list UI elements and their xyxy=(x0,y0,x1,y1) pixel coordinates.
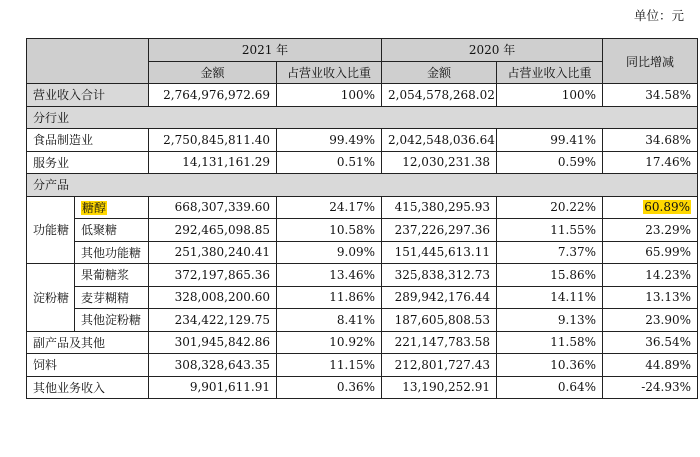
amount-2020: 221,147,783.58 xyxy=(382,331,497,354)
share-2021: 0.51% xyxy=(277,151,382,174)
share-2021: 11.15% xyxy=(277,354,382,377)
yoy-change: 34.68% xyxy=(603,129,698,152)
amount-2021: 2,750,845,811.40 xyxy=(149,129,277,152)
yoy-change xyxy=(603,196,698,219)
table-row xyxy=(27,151,698,174)
amount-2020: 151,445,613.11 xyxy=(382,241,497,264)
share-2020: 15.86% xyxy=(497,264,603,287)
amount-2020: 237,226,297.36 xyxy=(382,219,497,242)
table-row xyxy=(27,219,698,242)
share-2021: 10.92% xyxy=(277,331,382,354)
table-row xyxy=(27,129,698,152)
group-label-starch: 淀粉糖 xyxy=(27,264,75,332)
share-2020: 0.59% xyxy=(497,151,603,174)
share-2021: 13.46% xyxy=(277,264,382,287)
table-row xyxy=(27,241,698,264)
share-2021: 0.36% xyxy=(277,376,382,399)
row-label: 其他业务收入 xyxy=(27,376,149,399)
share-2020: 100% xyxy=(497,84,603,107)
row-label: 食品制造业 xyxy=(27,129,149,152)
share-2020: 10.36% xyxy=(497,354,603,377)
amount-2021: 301,945,842.86 xyxy=(149,331,277,354)
share-2021: 99.49% xyxy=(277,129,382,152)
yoy-change: 23.29% xyxy=(603,219,698,242)
header-amount-2021: 金额 xyxy=(149,61,277,84)
share-2020: 14.11% xyxy=(497,286,603,309)
yoy-change: 44.89% xyxy=(603,354,698,377)
row-label: 营业收入合计 xyxy=(27,84,149,107)
header-year-2021: 2021 年 xyxy=(149,39,382,62)
amount-2020: 12,030,231.38 xyxy=(382,151,497,174)
amount-2021: 308,328,643.35 xyxy=(149,354,277,377)
share-2020: 0.64% xyxy=(497,376,603,399)
row-label: 麦芽糊精 xyxy=(75,286,149,309)
yoy-change: 17.46% xyxy=(603,151,698,174)
revenue-table xyxy=(26,38,698,399)
share-2021: 11.86% xyxy=(277,286,382,309)
section-row xyxy=(27,174,698,197)
row-label: 其他淀粉糖 xyxy=(75,309,149,332)
share-2020: 9.13% xyxy=(497,309,603,332)
table-row xyxy=(27,84,698,107)
row-label: 副产品及其他 xyxy=(27,331,149,354)
table-row xyxy=(27,196,698,219)
amount-2021: 251,380,240.41 xyxy=(149,241,277,264)
header-row-years xyxy=(27,39,698,62)
yoy-change: -24.93% xyxy=(603,376,698,399)
amount-2021: 2,764,976,972.69 xyxy=(149,84,277,107)
share-2021: 8.41% xyxy=(277,309,382,332)
amount-2021: 372,197,865.36 xyxy=(149,264,277,287)
header-share-2020: 占营业收入比重 xyxy=(497,61,603,84)
amount-2021: 14,131,161.29 xyxy=(149,151,277,174)
amount-2020: 289,942,176.44 xyxy=(382,286,497,309)
row-label: 果葡糖浆 xyxy=(75,264,149,287)
amount-2020: 13,190,252.91 xyxy=(382,376,497,399)
amount-2020: 325,838,312.73 xyxy=(382,264,497,287)
share-2021: 24.17% xyxy=(277,196,382,219)
share-2021: 10.58% xyxy=(277,219,382,242)
amount-2021: 9,901,611.91 xyxy=(149,376,277,399)
table-row xyxy=(27,376,698,399)
share-2020: 11.58% xyxy=(497,331,603,354)
share-2020: 11.55% xyxy=(497,219,603,242)
row-label: 服务业 xyxy=(27,151,149,174)
amount-2021: 328,008,200.60 xyxy=(149,286,277,309)
amount-2020: 2,054,578,268.02 xyxy=(382,84,497,107)
row-label: 饲料 xyxy=(27,354,149,377)
amount-2020: 2,042,548,036.64 xyxy=(382,129,497,152)
section-row xyxy=(27,106,698,129)
group-label-functional: 功能糖 xyxy=(27,196,75,264)
amount-2020: 187,605,808.53 xyxy=(382,309,497,332)
table-row xyxy=(27,264,698,287)
yoy-change: 13.13% xyxy=(603,286,698,309)
amount-2021: 668,307,339.60 xyxy=(149,196,277,219)
yoy-change: 34.58% xyxy=(603,84,698,107)
table-row xyxy=(27,354,698,377)
table-row xyxy=(27,309,698,332)
section-product: 分产品 xyxy=(27,174,698,197)
yoy-change: 14.23% xyxy=(603,264,698,287)
highlighted-label: 糖醇 xyxy=(82,200,107,215)
amount-2020: 415,380,295.93 xyxy=(382,196,497,219)
share-2021: 9.09% xyxy=(277,241,382,264)
header-share-2021: 占营业收入比重 xyxy=(277,61,382,84)
row-label xyxy=(75,196,149,219)
header-year-2020: 2020 年 xyxy=(382,39,603,62)
header-yoy: 同比增减 xyxy=(603,39,698,84)
amount-2020: 212,801,727.43 xyxy=(382,354,497,377)
amount-2021: 234,422,129.75 xyxy=(149,309,277,332)
amount-2021: 292,465,098.85 xyxy=(149,219,277,242)
row-label: 其他功能糖 xyxy=(75,241,149,264)
share-2021: 100% xyxy=(277,84,382,107)
share-2020: 99.41% xyxy=(497,129,603,152)
yoy-change: 23.90% xyxy=(603,309,698,332)
row-label: 低聚糖 xyxy=(75,219,149,242)
yoy-change: 65.99% xyxy=(603,241,698,264)
table-row xyxy=(27,331,698,354)
unit-label: 单位：元 xyxy=(633,8,684,23)
highlighted-yoy: 60.89% xyxy=(644,200,691,215)
share-2020: 20.22% xyxy=(497,196,603,219)
share-2020: 7.37% xyxy=(497,241,603,264)
section-industry: 分行业 xyxy=(27,106,698,129)
yoy-change: 36.54% xyxy=(603,331,698,354)
header-corner xyxy=(27,39,149,84)
header-amount-2020: 金额 xyxy=(382,61,497,84)
table-row xyxy=(27,286,698,309)
